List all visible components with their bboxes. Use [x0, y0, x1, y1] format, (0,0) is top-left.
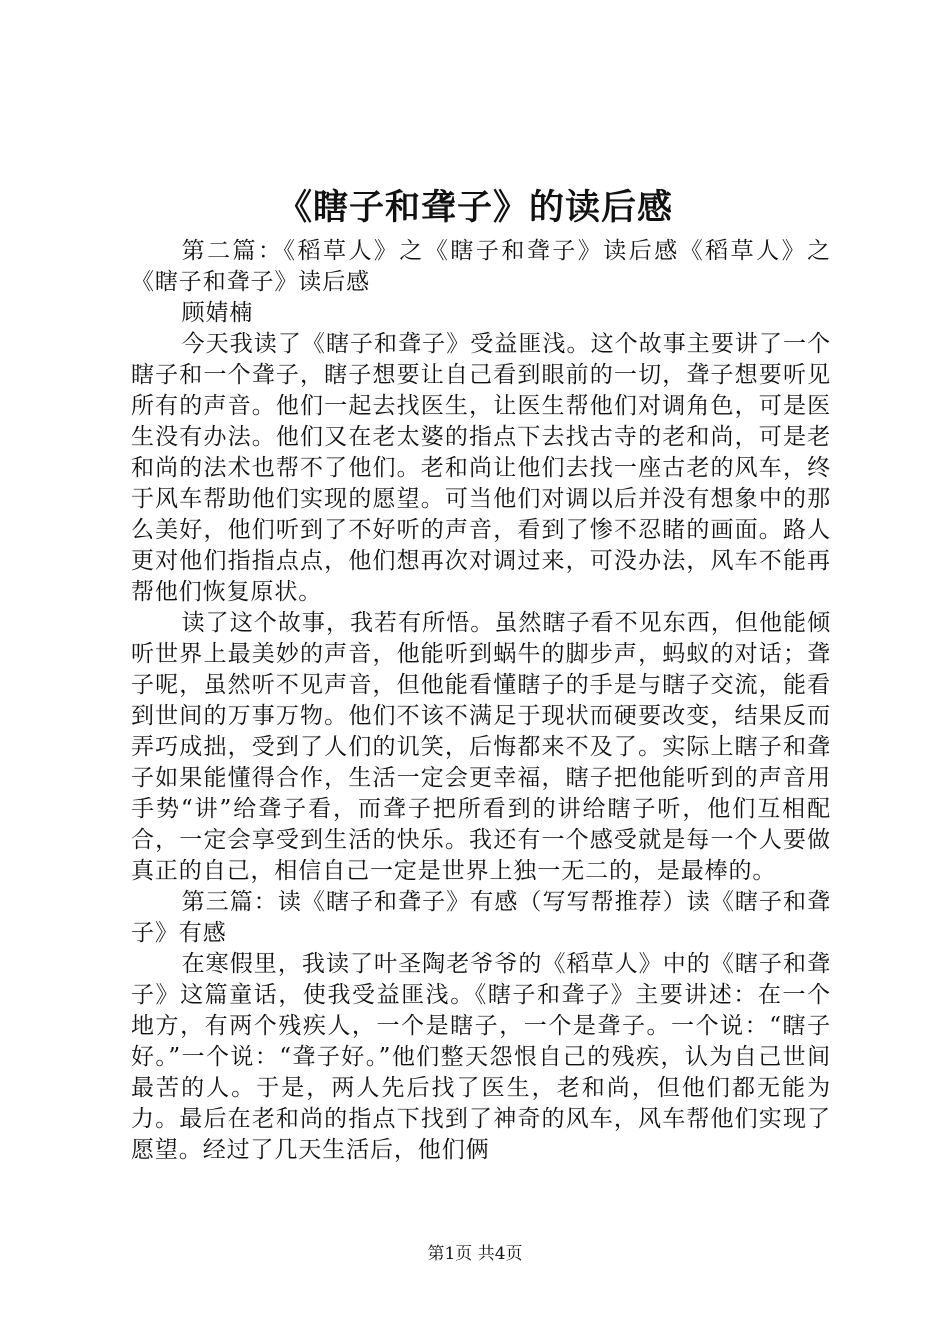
page-number-footer: 第1页 共4页 — [427, 1244, 523, 1264]
paragraph-chapter-three-heading: 第三篇：读《瞎子和聋子》有感（写写帮推荐）读《瞎子和聋子》有感 — [131, 889, 831, 946]
paragraph-winter-reading: 在寒假里，我读了叶圣陶老爷爷的《稻草人》中的《瞎子和聋子》这篇童话，使我受益匪浅。《瞎子和聋子》主要讲述：在一个地方，有两个残疾人，一个是瞎子，一个是聋子。一个说：“瞎子好。”一个说：“聋子好。”他们整天怨恨自己的残疾，认为自己世间最苦的人。于是，两人先后找了医生，老和尚，但他们都无能为力。最后在老和尚的指点下找到了神奇的风车，风车帮他们实现了愿望。经过了几天生活后，他们俩 — [131, 951, 831, 1163]
paragraph-author: 顾婧楠 — [181, 300, 254, 326]
document-title: 《瞎子和聋子》的读后感 — [276, 187, 673, 228]
document-body — [131, 236, 831, 1166]
paragraph-reflection: 读了这个故事，我若有所悟。虽然瞎子看不见东西，但他能倾听世界上最美妙的声音，他能听到蜗牛的脚步声，蚂蚁的对话；聋子呢，虽然听不见声音，但他能看懂瞎子的手是与瞎子交流，能看到世间的万事万物。他们不该不满足于现状而硬要改变，结果反而弄巧成拙，受到了人们的讥笑，后悔都来不及了。实际上瞎子和聋子如果能懂得合作，生活一定会更幸福，瞎子把他能听到的声音用手势“讲”给聋子看，而聋子把所看到的讲给瞎子听，他们互相配合，一定会享受到生活的快乐。我还有一个感受就是每一个人要做真正的自己，相信自己一定是世界上独一无二的，是最棒的。 — [131, 610, 831, 884]
paragraph-story-summary: 今天我读了《瞎子和聋子》受益匪浅。这个故事主要讲了一个瞎子和一个聋子，瞎子想要让自己看到眼前的一切，聋子想要听见所有的声音。他们一起去找医生，让医生帮他们对调角色，可是医生没有办法。他们又在老太婆的指点下去找古寺的老和尚，可是老和尚的法术也帮不了他们。老和尚让他们去找一座古老的风车，终于风车帮助他们实现的愿望。可当他们对调以后并没有想象中的那么美好，他们听到了不好听的声音，看到了惨不忍睹的画面。路人更对他们指指点点，他们想再次对调过来，可没办法，风车不能再帮他们恢复原状。 — [131, 331, 831, 605]
paragraph-chapter-two-heading: 第二篇：《稻草人》之《瞎子和聋子》读后感《稻草人》之《瞎子和聋子》读后感 — [131, 238, 831, 295]
